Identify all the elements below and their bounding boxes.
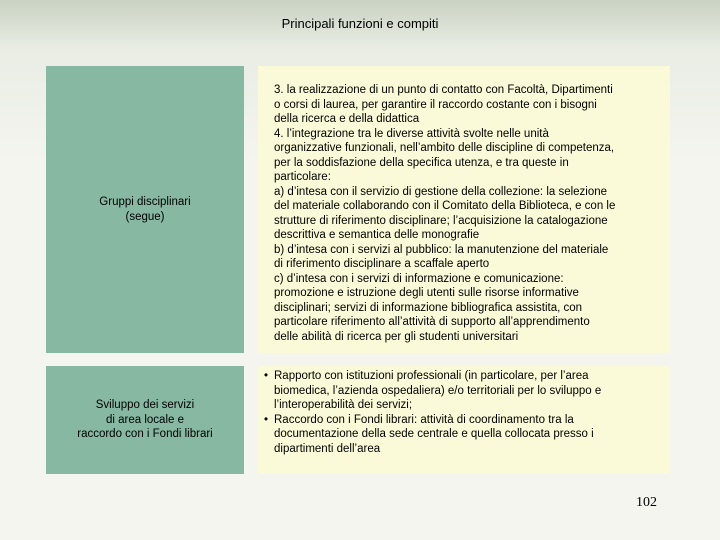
row-label-gruppi-disciplinari — [46, 66, 244, 353]
row-content-text: 3. la realizzazione di un punto di contatto con Facoltà, Dipartimenti o corsi di laurea, per garantire il raccordo costante con i bisogni della ricerca e della didattica 4. l’integrazione tra le diverse attività svolte nelle unità organizzative funzionali, nell’ambito delle discipline di competenza, per la soddisfazione della specifica utenza, e tra queste in particolare: a) d’intesa con il servizio di gestione della collezione: la selezione del materiale collaborando con il Comitato della Biblioteca, e con le strutture di riferimento disciplinare; l’acquisizione la catalogazione descrittiva e semantica delle monografie b) d’intesa con i servizi al pubblico: la manutenzione del materiale di riferimento disciplinare a scaffale aperto c) d’intesa con i servizi di informazione e comunicazione: promozione e istruzione degli utenti sulle risorse informative disciplinari; servizi di informazione bibliografica assistita, con particolare riferimento all’attività di supporto all’apprendimento delle abilità di ricerca per gli studenti universitari — [274, 84, 616, 343]
list-item-text: Raccordo con i Fondi librari: attività di coordinamento tra la documentazione della sede centrale e quella collocata presso i dipartimenti dell’area — [274, 413, 594, 455]
list-item-text: Rapporto con istituzioni professionali (in particolare, per l’area biomedica, l’azienda ospedaliera) e/o territoriali per lo sviluppo e l’interoperabilità dei servizi; — [274, 370, 602, 411]
row-label-sviluppo-servizi — [46, 366, 244, 474]
list-item — [258, 413, 664, 457]
bullet-marker: • — [263, 370, 269, 382]
page-title: Principali funzioni e compiti — [281, 16, 439, 31]
row-label-text: Sviluppo dei servizi di area locale e raccordo con i Fondi librari — [77, 399, 213, 441]
list-item — [258, 369, 664, 413]
bullet-marker: • — [263, 413, 269, 426]
row-content-gruppi-disciplinari — [258, 66, 670, 353]
row-content-sviluppo-servizi — [258, 366, 670, 474]
row-label-text: Gruppi disciplinari (segue) — [99, 196, 191, 223]
page-number: 102 — [636, 495, 657, 510]
bullet-list — [258, 369, 664, 456]
